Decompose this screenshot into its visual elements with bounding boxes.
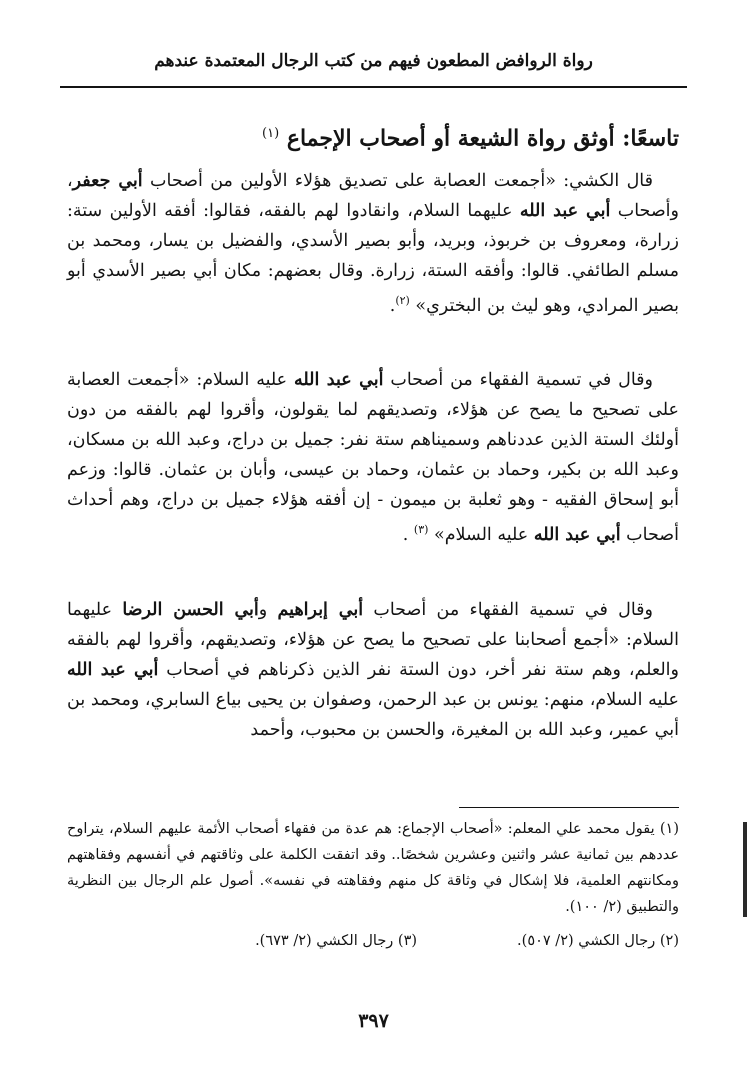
heading-footnote-ref: (١): [262, 126, 280, 141]
footnote-ref: (٣): [413, 523, 429, 536]
footnote-3: (٣) رجال الكشي (٢/ ٦٧٣).: [255, 933, 418, 949]
text-run: عليه السلام: «أجمعت العصابة على تصحيح ما يصح عن هؤلاء، وتصديقهم لما يقولون، وأقروا لهم بالفقه من دون أولئك الستة الذين عددناهم وسميناهم ستة نفر: جميل بن دراج، وعبد الله بن مسكان، وعبد الله بن بكير، وحماد بن عثمان، وحماد بن عيسى، وأبان بن عثمان. قالوا: وزعم أبو إسحاق الفقيه - وهو ثعلبة بن ميمون - إن أفقه هؤلاء جميل بن دراج، وهم أحداث أصحاب: [67, 370, 679, 545]
bold-name: أبي عبد الله: [294, 370, 384, 390]
section-title: تاسعًا: أوثق رواة الشيعة أو أصحاب الإجماع: [286, 125, 679, 152]
footnote-separator: [459, 807, 679, 808]
text-run: و: [258, 600, 278, 620]
footnote-row: [67, 928, 679, 954]
paragraph-abi-ibrahim-jurists: [67, 595, 679, 745]
paragraph-abi-abdillah-jurists: [67, 365, 679, 550]
footnote-ref: (٢): [395, 294, 410, 307]
page-number: ٣٩٧: [358, 1010, 389, 1032]
text-run: عليهما السلام: «أجمع أصحابنا على تصحيح ما يصح عن هؤلاء، وتصديقهم، وأقروا لهم بالفقه والعلم، وهم ستة نفر أخر، دون الستة نفر الذين ذكرناهم في أصحاب: [67, 600, 679, 680]
period: .: [402, 524, 409, 545]
footnotes: [67, 816, 679, 954]
header-rule: [60, 86, 687, 88]
text-run: وقال في تسمية الفقهاء من أصحاب: [363, 600, 653, 620]
text-run: ، وأصحاب: [67, 171, 679, 221]
text-run: عليهما السلام، وانقادوا لهم بالفقه، فقالوا: أفقه الأولين ستة: زرارة، ومعروف بن خربوذ، وبريد، وأبو بصير الأسدي، والفضيل بن يسار، ومحمد بن مسلم الطائفي. قالوا: وأفقه الستة، زرارة. وقال بعضهم: مكان أبي بصير الأسدي أبو بصير المرادي، وهو ليث بن البختري»: [67, 201, 679, 316]
period: .: [389, 295, 396, 316]
text-run: عليه السلام»: [433, 524, 534, 545]
text-run: قال الكشي: «أجمعت العصابة على تصديق هؤلاء الأولين من أصحاب: [142, 171, 654, 191]
footnote-1: (١) يقول محمد علي المعلم: «أصحاب الإجماع: هم عدة من فقهاء أصحاب الأئمة عليهم السلام، يتراوح عددهم بين ثمانية عشر واثنين وعشرين شخصًا.. وقد اتفقت الكلمة على وثاقتهم في أنفسهم وفقاهتهم ومكانتهم العلمية، فلا إشكال في وثاقة كل منهم وفقاهته في نفسه». أصول علم الرجال بين النظرية والتطبيق (٢/ ١٠٠).: [67, 821, 679, 915]
footnote-2: (٢) رجال الكشي (٢/ ٥٠٧).: [517, 933, 679, 949]
text-run: عليه السلام، منهم: يونس بن عبد الرحمن، وصفوان بن يحيى بياع السابري، ومحمد بن أبي عمير، وعبد الله بن المغيرة، والحسن بن محبوب، وأحمد: [67, 690, 679, 740]
bold-name: أبي جعفر: [72, 171, 143, 191]
bold-name: أبي الحسن الرضا: [122, 600, 259, 620]
paragraph-kashshi-first: [67, 166, 679, 321]
bold-name: أبي عبد الله: [533, 524, 621, 545]
section-heading: [59, 117, 679, 155]
bold-name: أبي عبد الله: [519, 201, 611, 221]
text-run: وقال في تسمية الفقهاء من أصحاب: [383, 370, 653, 390]
scan-edge-mark: [743, 822, 747, 917]
bold-name: أبي عبد الله: [67, 660, 159, 680]
running-header: رواة الروافض المطعون فيهم من كتب الرجال المعتمدة عندهم: [154, 51, 593, 71]
bold-name: أبي إبراهيم: [277, 600, 364, 620]
